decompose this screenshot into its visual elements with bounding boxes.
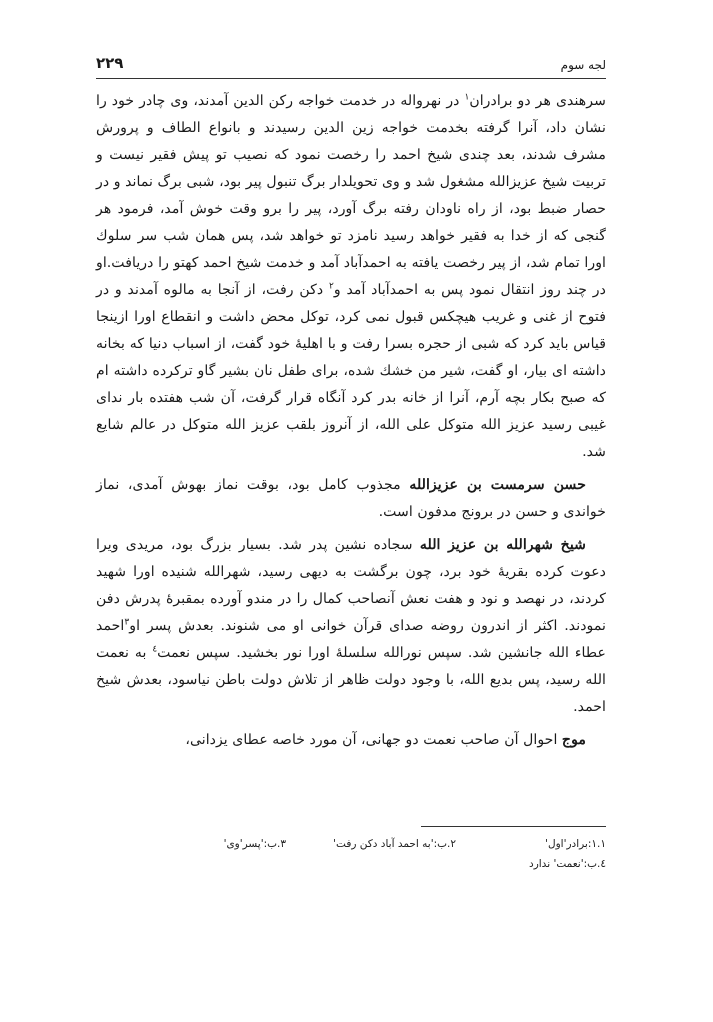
footnote-ref-3: ۳	[124, 617, 130, 628]
footnote-2: ۲.ب:'به احمد آباد دکن رفت'	[333, 838, 456, 850]
paragraph-shahr-allah: شیخ شهرالله بن عزیز الله سجاده نشین پدر شد. بسیار بزرگ بود، مریدی ویرا دعوت کرده بقریهٔ خود برد، چون برگشت به دیهی رسید، شهرالله شنیده اورا شهید کردند، در نهصد و نود و هفت نعش آنصاحب کمال را در مندو آورده بمقبرهٔ پدرش دفن نمودند. اکثر از اندرون روضه صدای قرآن خوانی او می شنوند. بعدش پسر او$^۳$احمد عطاء الله جانشین شد. سپس نورالله سلسلهٔ اورا نور بخشید. سپس نعمت$^٤$ به نعمت الله رسید، پس بدیع الله، با وجود دولت ظاهر از تلاش دولت باطن نیاسود، بعدش شیخ احمد.	[96, 537, 606, 715]
page-number: ۲۲۹	[96, 54, 124, 72]
section-label-mauj: موج	[561, 732, 586, 748]
footnote-row	[96, 854, 606, 874]
footnote-ref-1: ۱	[464, 92, 470, 103]
person-name-hasan: حسن سرمست بن عزیزالله	[409, 477, 586, 493]
footnote-4: ٤.ب:'نعمت' ندارد	[529, 858, 606, 870]
footnotes	[96, 834, 606, 874]
footnote-3: ۳.ب:'پسر'وی'	[223, 838, 286, 850]
person-name-shahr-allah: شیخ شهرالله بن عزیز الله	[419, 537, 587, 553]
main-text	[96, 88, 606, 754]
paragraph-aziz-allah: سرهندی هر دو برادران$^۱$ در نهرواله در خدمت خواجه رکن الدین آمدند، وی چادر خود را نشان داد، آنرا گرفته بخدمت خواجه زین الدین رسیدند و بانواع الطاف و پرورش مشرف شدند، بعد چندی شیخ احمد را رخصت نمود که نصیب تو پیش فقیر نیست و تربیت شیخ عزیزالله مشغول شد و وی تحویلدار برگ تنبول پیر بود، شبی برگ نماند و در حصار ضبط بود، از راه ناودان رفته برگ آورد، پیر را برو وقت خوش آمد، فرمود هر گنجی که از خدا به فقیر خواهد رسید نامزد تو خواهد شد، پس همان شب سر سلوك اورا تمام شد، از پیر رخصت یافته به احمدآباد آمد و خدمت شیخ احمد کهتو را دریافت.او در چند روز انتقال نمود پس به احمدآباد آمد و$^۲$ دکن رفت، از آنجا به مالوه آمدند و در فتوح از غنی و غریب هیچکس قبول نمی کرد، توکل محض داشت و انقطاع اورا ازینجا قیاس باید کرد که شبی از حجره بسرا رفت و با اهلیهٔ خود گفت، از اسباب دنیا که بخانه داشته ای بیار، او گفت، شیر من خشك شده، برای طفل نان بشیر گاو ترکرده داشته ام که صبح بکار بچه آرم، آنرا از خانه بدر کرد آنگاه قرار گرفت، آن شب هفتده بار ندای غیبی رسید عزیز الله متوکل علی الله، از آنروز بلقب عزیز الله متوکل در عالم شایع شد.	[96, 92, 606, 460]
chapter-title: لجه سوم	[560, 58, 606, 72]
footnote-divider	[421, 826, 606, 827]
footnote-1: ۱.۱:برادر'اول'	[545, 838, 606, 850]
paragraph-hasan-sarmast: حسن سرمست بن عزیزالله مجذوب کامل بود، بوقت نماز بهوش آمدی، نماز خواندی و حسن در برونج مدفون است.	[96, 477, 606, 520]
paragraph-mauj: موج احوال آن صاحب نعمت دو جهانی، آن مورد خاصه عطای یزدانی،	[185, 732, 586, 748]
footnote-ref-4: ٤	[152, 644, 158, 655]
footnote-row	[96, 834, 606, 854]
footnote-ref-2: ۲	[328, 281, 334, 292]
page-header	[96, 52, 606, 79]
